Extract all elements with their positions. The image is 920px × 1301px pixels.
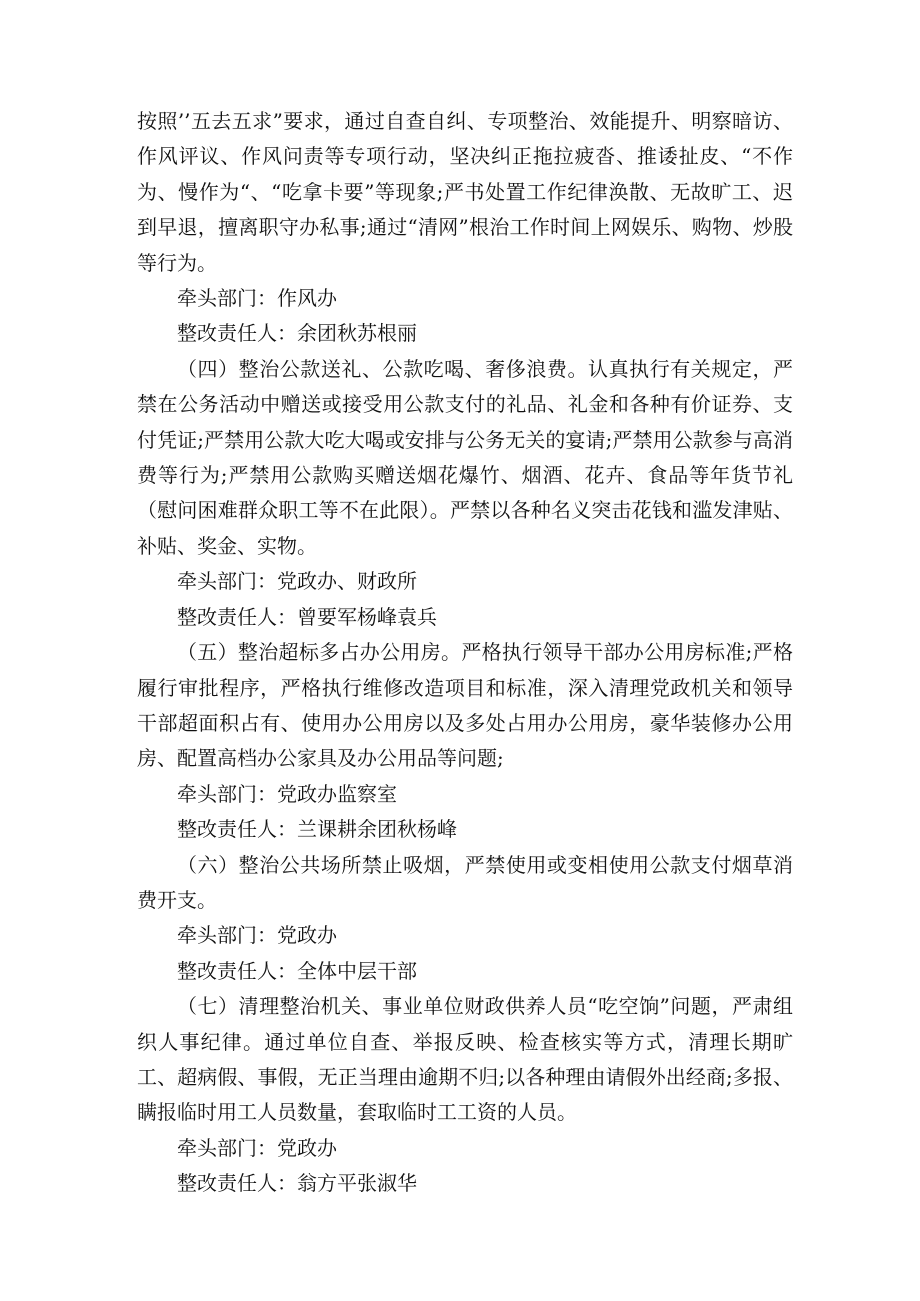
paragraph-section-five: （五）整治超标多占办公用房。严格执行领导干部办公用房标准;严格履行审批程序，严格执行维修改造项目和标准，深入清理党政机关和领导干部超面积占有、使用办公用房以及多处占用办公用房，豪华装修办公用房、配置高档办公家具及办公用品等问题;	[137, 640, 793, 771]
lead-department: 牵头部门：党政办	[177, 1135, 337, 1160]
lead-department: 牵头部门：党政办、财政所	[177, 569, 417, 594]
responsible-persons: 整改责任人：翁方平张淑华	[177, 1171, 417, 1196]
paragraph-work-style-rectification: 按照’’五去五求”要求，通过自查自纠、专项整治、效能提升、明察暗访、作风评议、作风问责等专项行动，坚决纠正拖拉疲沓、推诿扯皮、“不作为、慢作为“、“吃拿卡要”等现象;严书处置工作纪律涣散、无故旷工、迟到早退，擅离职守办私事;通过“清网”根治工作时间上网娱乐、购物、炒股等行为。	[137, 109, 793, 275]
paragraph-section-six: （六）整治公共场所禁止吸烟，严禁使用或变相使用公款支付烟草消费开支。	[137, 852, 793, 912]
paragraph-section-four: （四）整治公款送礼、公款吃喝、奢侈浪费。认真执行有关规定，严禁在公务活动中赠送或接受用公款支付的礼品、礼金和各种有价证券、支付凭证;严禁用公款大吃大喝或安排与公务无关的宴请;严禁用公款参与高消费等行为;严禁用公款购买赠送烟花爆竹、烟酒、花卉、食品等年货节礼（慰问困难群众职工等不在此限）。严禁以各种名义突击花钱和滥发津贴、补贴、奖金、实物。	[137, 356, 793, 558]
document-page	[137, 104, 793, 1202]
lead-department: 牵头部门：作风办	[177, 286, 337, 311]
lead-department: 牵头部门：党政办	[177, 923, 337, 948]
responsible-persons: 整改责任人：余团秋苏根丽	[177, 321, 417, 346]
lead-department: 牵头部门：党政办监察室	[177, 781, 397, 806]
responsible-persons: 整改责任人：全体中层干部	[177, 958, 417, 983]
paragraph-section-seven: （七）清理整治机关、事业单位财政供养人员“吃空饷”问题，严肃组织人事纪律。通过单位自查、举报反映、检查核实等方式，清理长期旷工、超病假、事假，无正当理由逾期不归;以各种理由请假外出经商;多报、瞒报临时用工人员数量，套取临时工工资的人员。	[137, 994, 793, 1125]
responsible-persons: 整改责任人：曾要军杨峰袁兵	[177, 604, 437, 629]
responsible-persons: 整改责任人：兰课耕余团秋杨峰	[177, 817, 457, 842]
